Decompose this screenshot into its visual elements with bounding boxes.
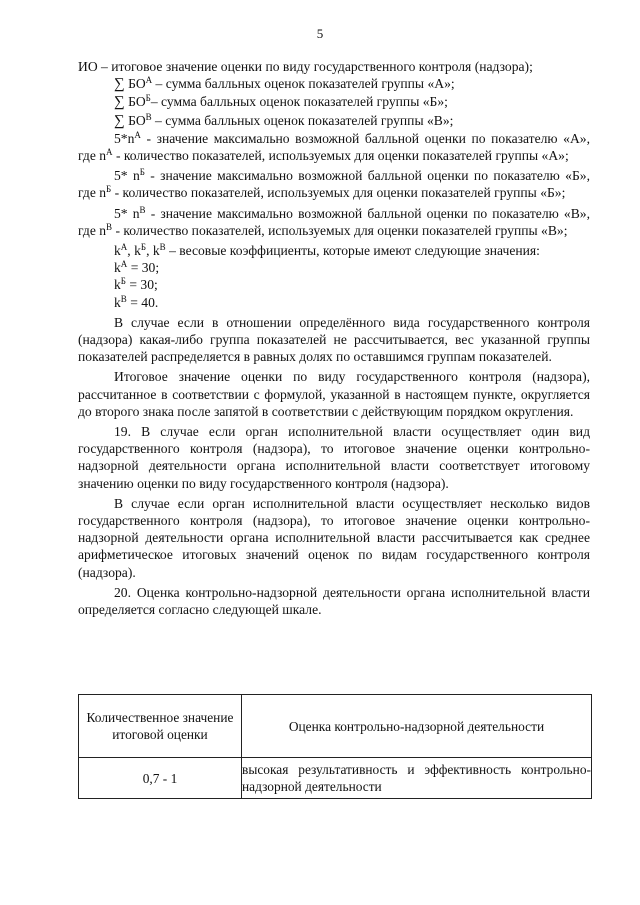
- table-header-value: Количественное значение итоговой оценки: [79, 695, 242, 758]
- assessment-scale-table: [78, 694, 592, 799]
- table-header-row: [79, 695, 592, 758]
- paragraph-19: 19. В случае если орган исполнительной власти осуществляет один вид государственного контроля (надзора), то итоговое значение оценки контрольно-надзорной деятельности органа исполнительной власти соответствует итоговому значению оценки по виду государственного контроля (надзора).: [78, 424, 590, 491]
- document-body: [78, 58, 590, 618]
- page-number: 5: [316, 26, 324, 41]
- weight-k-a: $k^А = 30$;: [114, 259, 160, 276]
- def-weights: $k^А$, $k^Б$, $k^В$ – весовые коэффициенты, которые имеют следующие значения:: [114, 242, 540, 259]
- paragraph-20: 20. Оценка контрольно-надзорной деятельности органа исполнительной власти определяется согласно следующей шкале.: [78, 584, 590, 618]
- def-sum-a: ∑ $БО^А$ – сумма балльных оценок показателей группы «А»;: [114, 75, 455, 93]
- def-sum-v: ∑ $БО^В$ – сумма балльных оценок показателей группы «В»;: [114, 111, 454, 129]
- def-max-b: 5* $n^Б$ - значение максимально возможной балльной оценки по показателю «Б», где $n^Б$ - количество показателей, используемых для оценки показателей группы «Б»;: [78, 167, 590, 201]
- def-io: ИО – итоговое значение оценки по виду государственного контроля (надзора);: [78, 59, 533, 74]
- def-max-a: $5*n^А$ - значение максимально возможной балльной оценки по показателю «А», где $n^А$ - количество показателей, используемых для оценки показателей группы «А»;: [78, 129, 590, 164]
- paragraph-rounding: Итоговое значение оценки по виду государственного контроля (надзора), рассчитанное в соответствии с формулой, указанной в настоящем пункте, округляется до второго знака после запятой в соответствии с действующим порядком округления.: [78, 369, 590, 419]
- table-cell-value: 0,7 - 1: [79, 758, 242, 799]
- weight-k-b: $k^Б = 30$;: [114, 276, 158, 293]
- paragraph-redistribution: В случае если в отношении определённого вида государственного контроля (надзора) какая-либо группа показателей не рассчитывается, вес указанной группы показателей распределяется в равных долях по оставшимся группам показателей.: [78, 314, 590, 365]
- table-cell-assessment: высокая результативность и эффективность контрольно-надзорной деятельности: [242, 758, 592, 799]
- def-sum-b: ∑ $БО^Б-$ сумма балльных оценок показателей группы «Б»;: [114, 93, 448, 111]
- table-header-assessment: Оценка контрольно-надзорной деятельности: [242, 695, 592, 758]
- paragraph-19-multiple: В случае если орган исполнительной власти осуществляет несколько видов государственного контроля (надзора), то итоговое значение оценки контрольно-надзорной деятельности органа исполнительной власти рассчитывается как среднее арифметическое итоговых значений оценок по видам государственного контроля (надзора).: [78, 495, 590, 580]
- def-max-v: 5* $n^В$ - значение максимально возможной балльной оценки по показателю «В», где $n^В$ - количество показателей, используемых для оценки показателей группы «В»;: [78, 204, 590, 238]
- weight-k-v: $k^В = 40$.: [114, 293, 159, 310]
- table-row: [79, 758, 592, 799]
